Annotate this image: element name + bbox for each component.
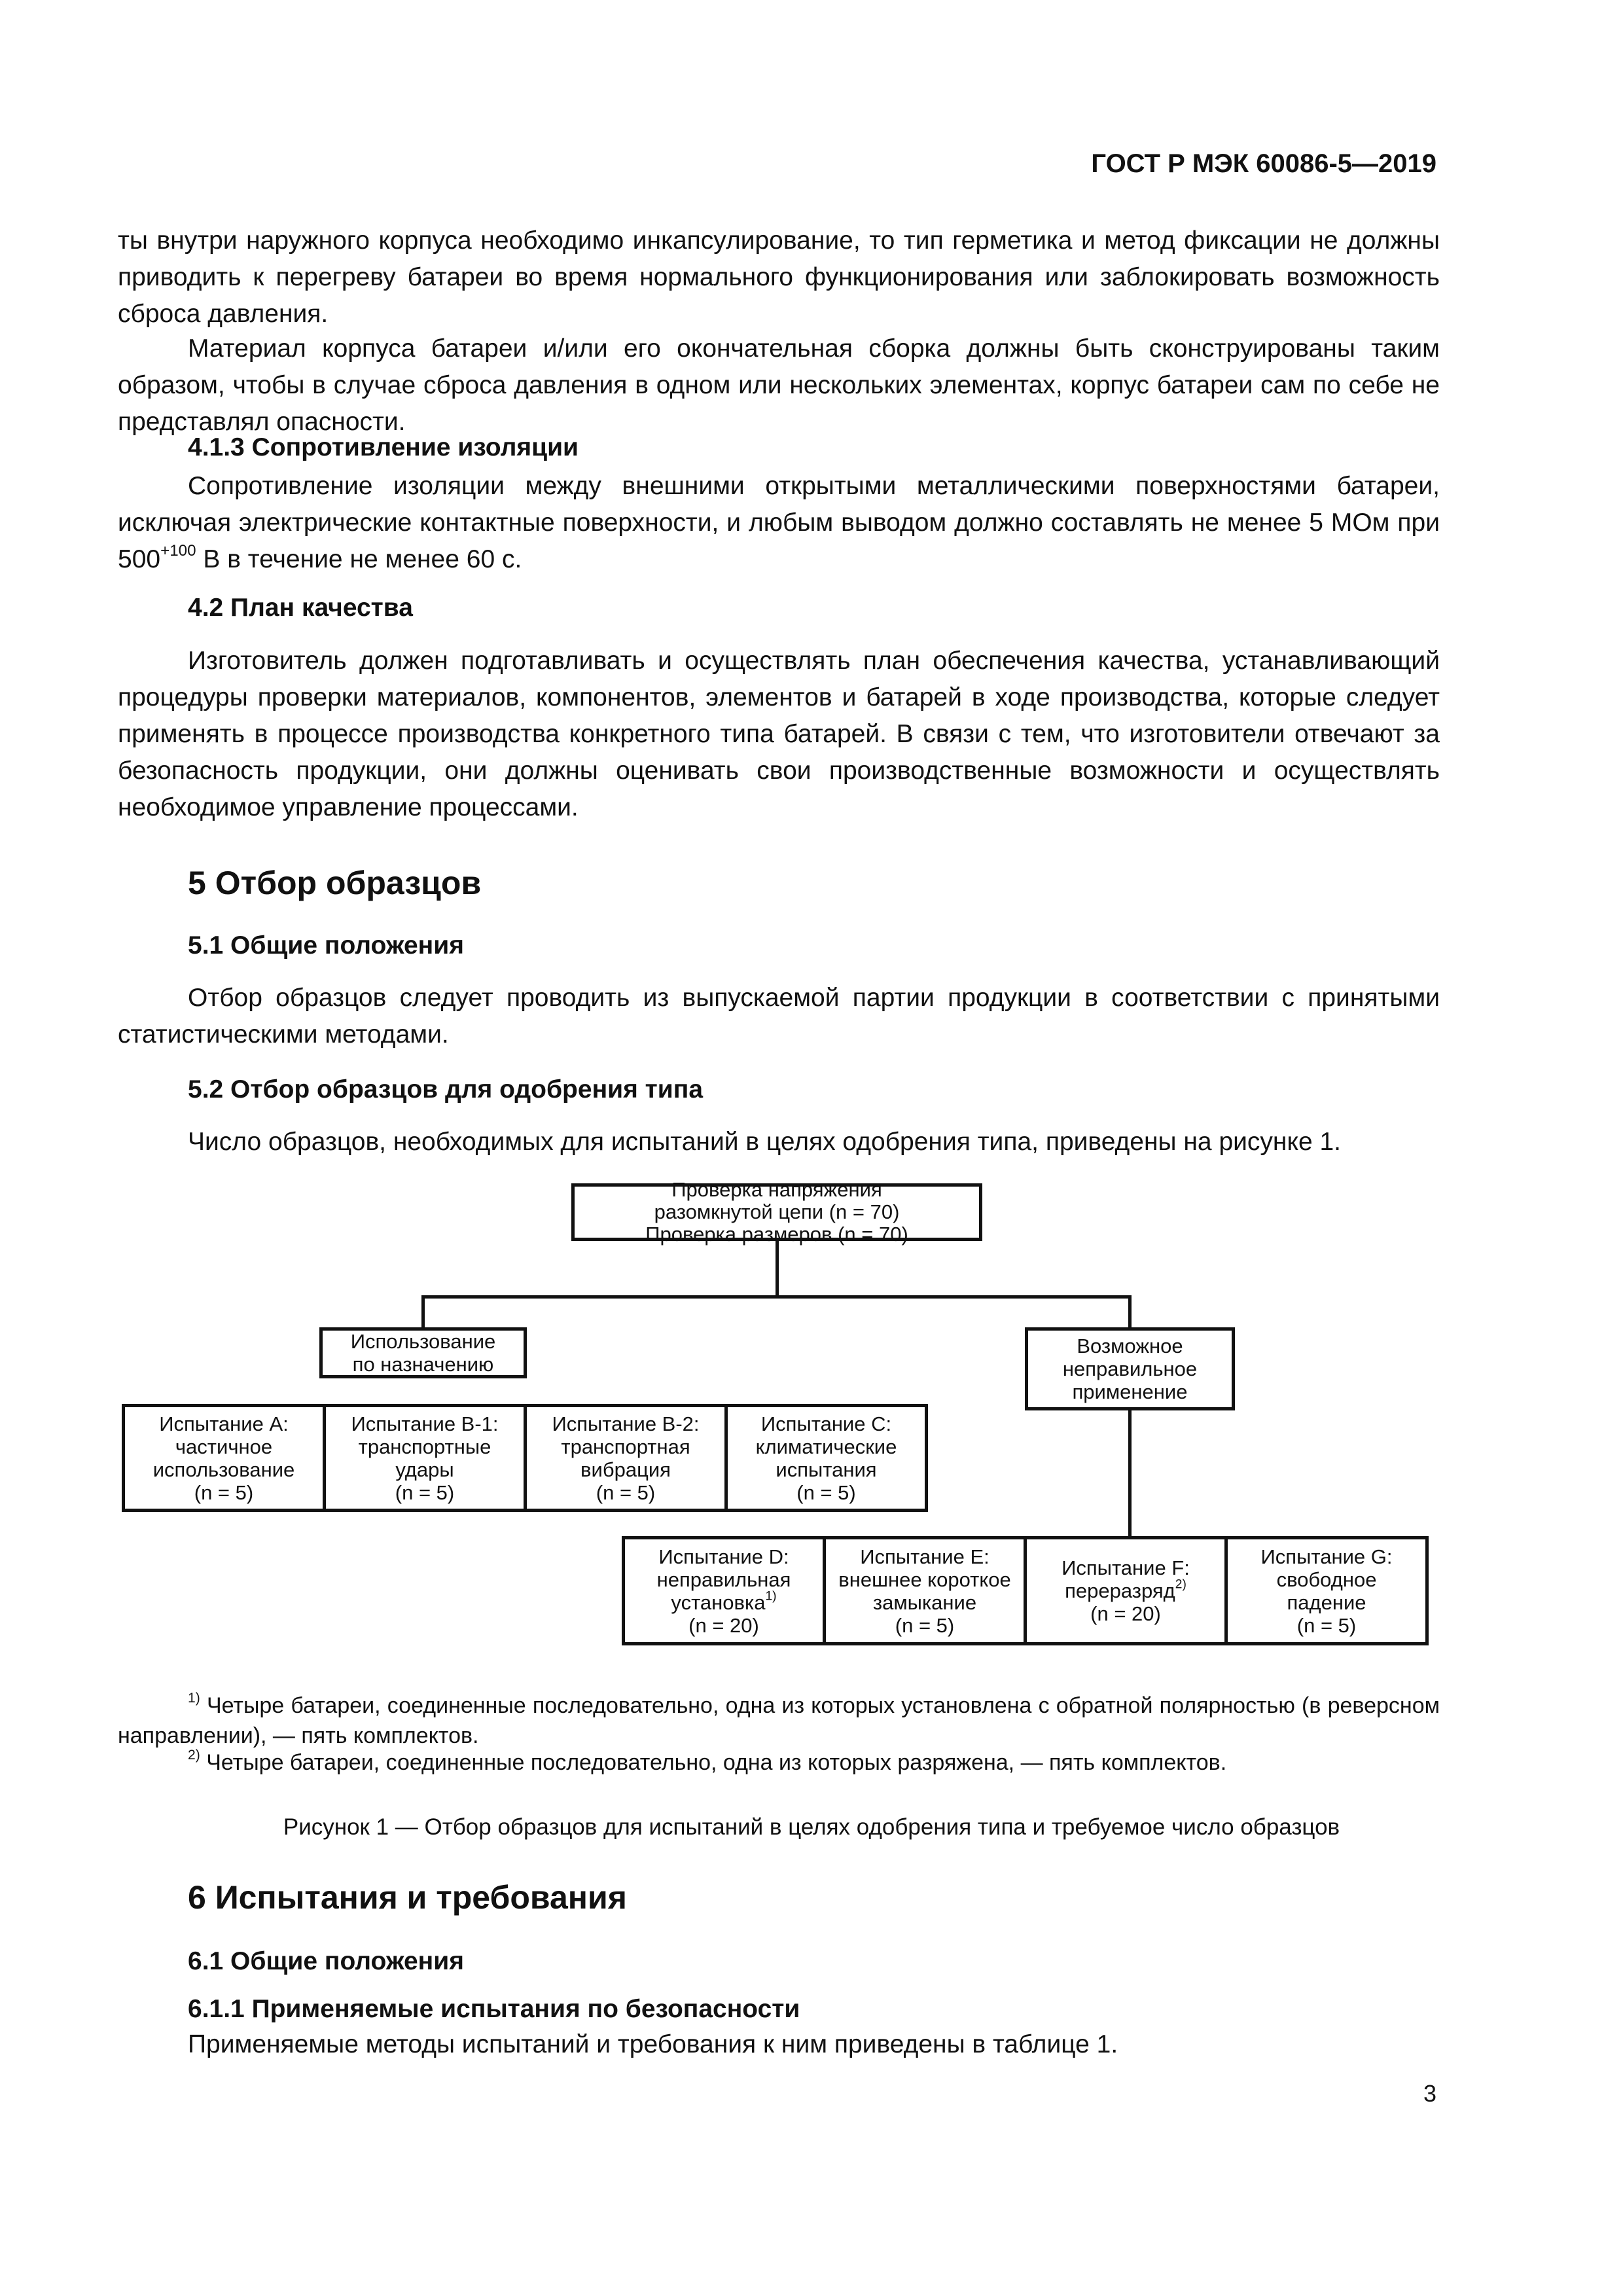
footnote-2: $^{2)}$ Четыре батареи, соединенные последовательно, одна из которых разряжена, — пять комплектов. [188,1748,1227,1775]
box-test-d: Испытание D: неправильная установка$^{1)}$ (n = 20) [622,1536,826,1645]
connector-root [776,1238,779,1299]
connector-horizontal-top [421,1295,1132,1299]
page-number: 3 [1423,2080,1436,2107]
footnote-1: $^{1)}$ Четыре батареи, соединенные последовательно, одна из которых установлена с обратной полярностью (в реверсном направлении), — пять комплектов. [118,1691,1440,1748]
heading-section-6: 6 Испытания и требования [188,1879,627,1916]
heading-4-2: 4.2 План качества [188,594,413,622]
paragraph-table-ref: Применяемые методы испытаний и требования к ним приведены в таблице 1. [188,2030,1118,2058]
paragraph-quality-plan: Изготовитель должен подготавливать и осуществлять план обеспечения качества, устанавливающий процедуры проверки материалов, компонентов, элементов и батарей в ходе производства, которые следует применять в процессе производства конкретного типа батарей. В связи с тем, что изготовители отвечают за безопасность продукции, они должны оценивать свои производственные возможности и осуществлять необходимое управление процессами. [118,647,1440,821]
box-test-a: Испытание А: частичное использование (n = 5) [122,1404,326,1512]
box-test-b2: Испытание В-2: транспортная вибрация (n = 5) [524,1404,728,1512]
box-misuse: Возможное неправильное применение [1025,1327,1235,1410]
paragraph-figure-ref: Число образцов, необходимых для испытаний в целях одобрения типа, приведены на рисунке 1. [188,1128,1342,1156]
box-test-c: Испытание С: климатические испытания (n = 5) [724,1404,928,1512]
box-test-g: Испытание G: свободное падение (n = 5) [1224,1536,1429,1645]
box-test-f: Испытание F: переразряд$^{2)}$ (n = 20) [1024,1536,1228,1645]
box-intended-use: Использование по назначению [319,1327,527,1378]
connector-right-branch [1128,1295,1132,1331]
paragraph-insulation: Сопротивление изоляции между внешними открытыми металлическими поверхностями батареи, исключая электрические контактные поверхности, и любым выводом должно составлять не менее 5 МОм при $500^{+100}$ В в течение не менее 60 с. [118,472,1440,573]
heading-4-1-3: 4.1.3 Сопротивление изоляции [188,433,579,461]
connector-left-branch [421,1295,425,1331]
heading-6-1: 6.1 Общие положения [188,1947,464,1975]
box-test-e: Испытание Е: внешнее короткое замыкание (n = 5) [823,1536,1027,1645]
heading-section-5: 5 Отбор образцов [188,865,482,901]
box-test-b1: Испытание В-1: транспортные удары (n = 5) [323,1404,527,1512]
figure-caption: Рисунок 1 — Отбор образцов для испытаний в целях одобрения типа и требуемое число образцов [283,1814,1340,1840]
heading-6-1-1: 6.1.1 Применяемые испытания по безопасности [188,1995,800,2023]
document-id: ГОСТ Р МЭК 60086-5—2019 [1091,149,1436,178]
paragraph-case-material: Материал корпуса батареи и/или его окончательная сборка должны быть сконструированы таким образом, чтобы в случае сброса давления в одном или нескольких элементах, корпус батареи сам по себе не представлял опасности. [118,334,1440,436]
paragraph-continuation: ты внутри наружного корпуса необходимо инкапсулирование, то тип герметика и метод фиксации не должны приводить к перегреву батареи во время нормального функционирования или заблокировать возможность сброса давления. [118,226,1440,328]
heading-5-1: 5.1 Общие положения [188,931,464,960]
paragraph-sampling: Отбор образцов следует проводить из выпускаемой партии продукции в соответствии с принятыми статистическими методами. [118,984,1440,1049]
connector-misuse-down [1128,1407,1132,1539]
box-root-checks: Проверка напряжения разомкнутой цепи (n = 70) Проверка размеров (n = 70) [571,1183,982,1241]
heading-5-2: 5.2 Отбор образцов для одобрения типа [188,1075,704,1103]
